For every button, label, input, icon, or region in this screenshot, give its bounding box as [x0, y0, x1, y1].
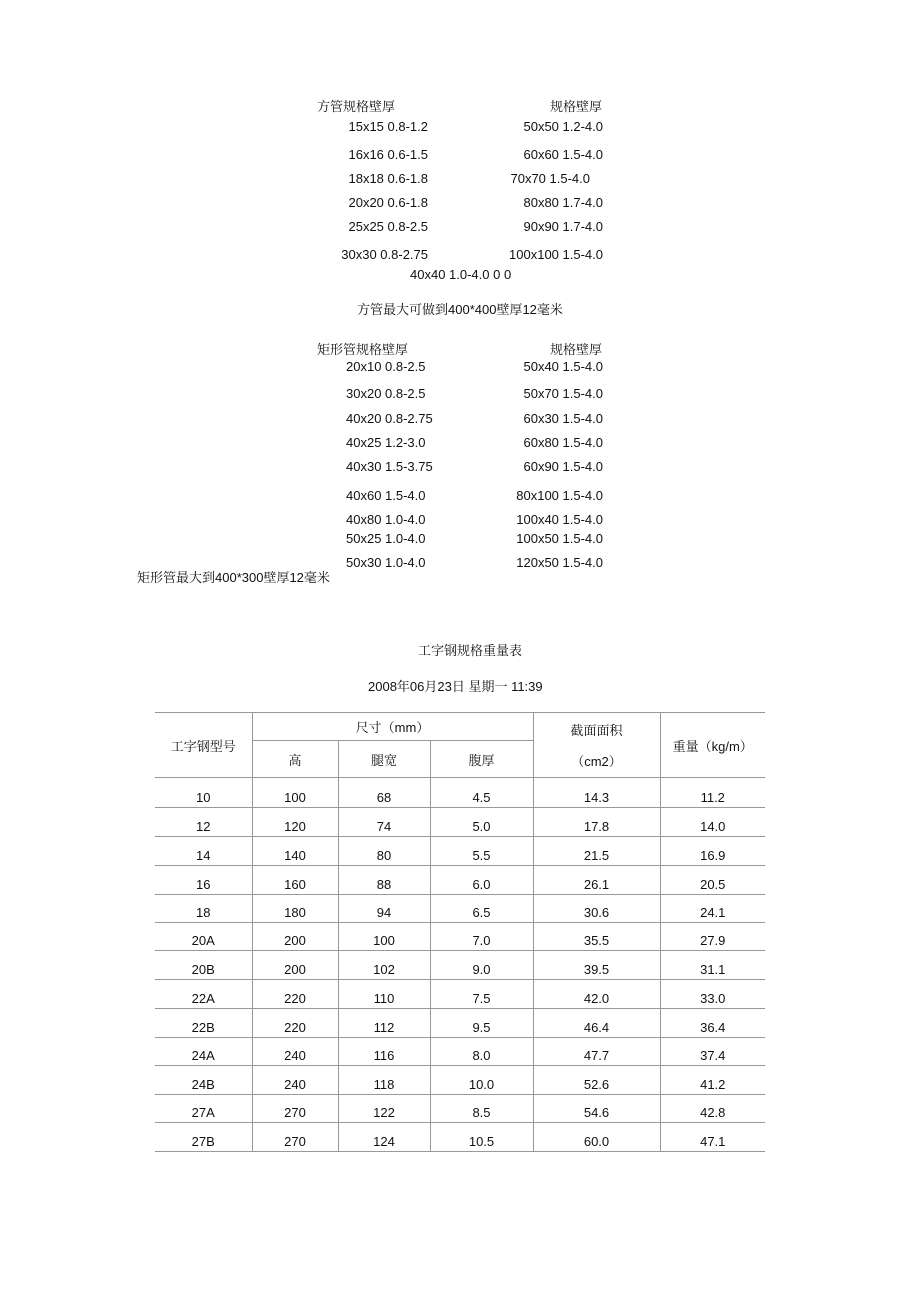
table-cell: 140: [252, 837, 338, 866]
table-cell: 220: [252, 1009, 338, 1038]
square-header-right: 规格壁厚: [550, 99, 603, 114]
rect-spec-right: 50x40 1.5-4.0: [523, 359, 603, 374]
header-height: 高: [252, 741, 338, 778]
table-cell: 37.4: [660, 1038, 765, 1066]
table-cell: 120: [252, 808, 338, 837]
table-cell: 180: [252, 895, 338, 923]
square-spec-right: 80x80 1.7-4.0: [523, 195, 603, 210]
header-weight: 重量（kg/m）: [660, 713, 765, 778]
table-cell: 31.1: [660, 951, 765, 980]
table-row: [155, 980, 765, 1009]
table-cell: 14.0: [660, 808, 765, 837]
rect-header-left: 矩形管规格壁厚: [317, 342, 409, 357]
rect-spec-right: 60x80 1.5-4.0: [523, 435, 603, 450]
table-cell: 7.0: [430, 923, 533, 951]
table-cell: 24B: [155, 1066, 252, 1095]
table-cell: 47.7: [533, 1038, 660, 1066]
table-cell: 100: [252, 778, 338, 808]
table-cell: 41.2: [660, 1066, 765, 1095]
header-web: 腹厚: [430, 741, 533, 778]
header-model: 工字钢型号: [155, 713, 252, 778]
rect-spec-right: 100x50 1.5-4.0: [516, 531, 603, 546]
table-cell: 17.8: [533, 808, 660, 837]
table-cell: 30.6: [533, 895, 660, 923]
square-extra: 40x40 1.0-4.0 0 0: [410, 267, 512, 282]
rect-spec-right: 60x90 1.5-4.0: [523, 459, 603, 474]
table-cell: 80: [338, 837, 430, 866]
square-spec-left: 16x16 0.6-1.5: [348, 147, 428, 162]
table-cell: 270: [252, 1095, 338, 1123]
table-cell: 46.4: [533, 1009, 660, 1038]
table-cell: 20.5: [660, 866, 765, 895]
ibeam-table: [155, 712, 765, 1152]
table-cell: 54.6: [533, 1095, 660, 1123]
table-cell: 16.9: [660, 837, 765, 866]
header-flange: 腿宽: [338, 741, 430, 778]
table-cell: 16: [155, 866, 252, 895]
table-cell: 240: [252, 1066, 338, 1095]
rect-spec-left: 40x25 1.2-3.0: [346, 435, 426, 450]
header-area: [533, 713, 660, 778]
table-cell: 118: [338, 1066, 430, 1095]
table-cell: 8.0: [430, 1038, 533, 1066]
rect-header-right: 规格壁厚: [550, 342, 603, 357]
table-cell: 11.2: [660, 778, 765, 808]
table-cell: 112: [338, 1009, 430, 1038]
table-cell: 27B: [155, 1123, 252, 1152]
table-cell: 240: [252, 1038, 338, 1066]
table-cell: 8.5: [430, 1095, 533, 1123]
square-spec-left: 25x25 0.8-2.5: [348, 219, 428, 234]
table-cell: 124: [338, 1123, 430, 1152]
table-row: [155, 923, 765, 951]
table-cell: 60.0: [533, 1123, 660, 1152]
square-spec-right: 60x60 1.5-4.0: [523, 147, 603, 162]
rect-spec-right: 120x50 1.5-4.0: [516, 555, 603, 570]
table-cell: 5.5: [430, 837, 533, 866]
table-cell: 47.1: [660, 1123, 765, 1152]
table-cell: 35.5: [533, 923, 660, 951]
table-cell: 14: [155, 837, 252, 866]
table-cell: 220: [252, 980, 338, 1009]
header-area-unit: （cm2）: [571, 754, 622, 769]
table-cell: 6.5: [430, 895, 533, 923]
table-cell: 110: [338, 980, 430, 1009]
rect-spec-right: 80x100 1.5-4.0: [516, 488, 603, 503]
rect-spec-left: 20x10 0.8-2.5: [346, 359, 426, 374]
table-cell: 102: [338, 951, 430, 980]
table-cell: 27.9: [660, 923, 765, 951]
square-spec-right: 90x90 1.7-4.0: [523, 219, 603, 234]
rect-spec-right: 60x30 1.5-4.0: [523, 411, 603, 426]
table-cell: 12: [155, 808, 252, 837]
table-row: [155, 837, 765, 866]
table-row: [155, 1038, 765, 1066]
table-row: [155, 1095, 765, 1123]
rect-spec-right: 50x70 1.5-4.0: [523, 386, 603, 401]
table-cell: 122: [338, 1095, 430, 1123]
ibeam-date: 2008年06月23日 星期一 11:39: [368, 679, 543, 694]
table-row: [155, 778, 765, 808]
table-cell: 22A: [155, 980, 252, 1009]
square-note: 方管最大可做到400*400壁厚12毫米: [357, 302, 563, 317]
table-cell: 6.0: [430, 866, 533, 895]
table-cell: 22B: [155, 1009, 252, 1038]
table-cell: 20A: [155, 923, 252, 951]
table-cell: 20B: [155, 951, 252, 980]
table-row: [155, 895, 765, 923]
ibeam-title: 工字钢规格重量表: [418, 643, 523, 658]
table-cell: 21.5: [533, 837, 660, 866]
table-cell: 160: [252, 866, 338, 895]
table-cell: 94: [338, 895, 430, 923]
square-spec-left: 20x20 0.6-1.8: [348, 195, 428, 210]
rect-spec-left: 50x25 1.0-4.0: [346, 531, 426, 546]
square-spec-left: 30x30 0.8-2.75: [341, 247, 428, 262]
table-cell: 200: [252, 923, 338, 951]
table-cell: 42.0: [533, 980, 660, 1009]
table-cell: 88: [338, 866, 430, 895]
table-cell: 14.3: [533, 778, 660, 808]
square-spec-right: 50x50 1.2-4.0: [523, 119, 603, 134]
table-cell: 10.0: [430, 1066, 533, 1095]
table-cell: 52.6: [533, 1066, 660, 1095]
rect-note: 矩形管最大到400*300壁厚12毫米: [137, 570, 330, 585]
rect-spec-left: 40x30 1.5-3.75: [346, 459, 433, 474]
table-cell: 27A: [155, 1095, 252, 1123]
table-cell: 74: [338, 808, 430, 837]
square-header-left: 方管规格壁厚: [317, 99, 396, 114]
square-spec-right: 70x70 1.5-4.0: [510, 171, 590, 186]
header-size: 尺寸（mm）: [252, 713, 533, 741]
table-cell: 9.0: [430, 951, 533, 980]
square-spec-left: 15x15 0.8-1.2: [348, 119, 428, 134]
square-spec-right: 100x100 1.5-4.0: [509, 247, 603, 262]
table-cell: 18: [155, 895, 252, 923]
table-cell: 10: [155, 778, 252, 808]
table-cell: 7.5: [430, 980, 533, 1009]
table-row: [155, 951, 765, 980]
table-cell: 100: [338, 923, 430, 951]
table-cell: 270: [252, 1123, 338, 1152]
table-row: [155, 1066, 765, 1095]
rect-spec-left: 40x20 0.8-2.75: [346, 411, 433, 426]
table-row: [155, 1123, 765, 1152]
table-row: [155, 866, 765, 895]
table-cell: 68: [338, 778, 430, 808]
table-cell: 116: [338, 1038, 430, 1066]
table-cell: 36.4: [660, 1009, 765, 1038]
table-row: [155, 808, 765, 837]
rect-spec-left: 50x30 1.0-4.0: [346, 555, 426, 570]
table-cell: 24.1: [660, 895, 765, 923]
header-area-label: 截面面积: [570, 723, 623, 738]
table-cell: 4.5: [430, 778, 533, 808]
table-cell: 26.1: [533, 866, 660, 895]
table-cell: 200: [252, 951, 338, 980]
table-cell: 42.8: [660, 1095, 765, 1123]
rect-spec-left: 40x60 1.5-4.0: [346, 488, 426, 503]
table-cell: 33.0: [660, 980, 765, 1009]
table-cell: 9.5: [430, 1009, 533, 1038]
rect-spec-left: 40x80 1.0-4.0: [346, 512, 426, 527]
table-cell: 39.5: [533, 951, 660, 980]
table-row: [155, 1009, 765, 1038]
table-cell: 5.0: [430, 808, 533, 837]
table-cell: 10.5: [430, 1123, 533, 1152]
rect-spec-right: 100x40 1.5-4.0: [516, 512, 603, 527]
rect-spec-left: 30x20 0.8-2.5: [346, 386, 426, 401]
square-spec-left: 18x18 0.6-1.8: [348, 171, 428, 186]
table-cell: 24A: [155, 1038, 252, 1066]
